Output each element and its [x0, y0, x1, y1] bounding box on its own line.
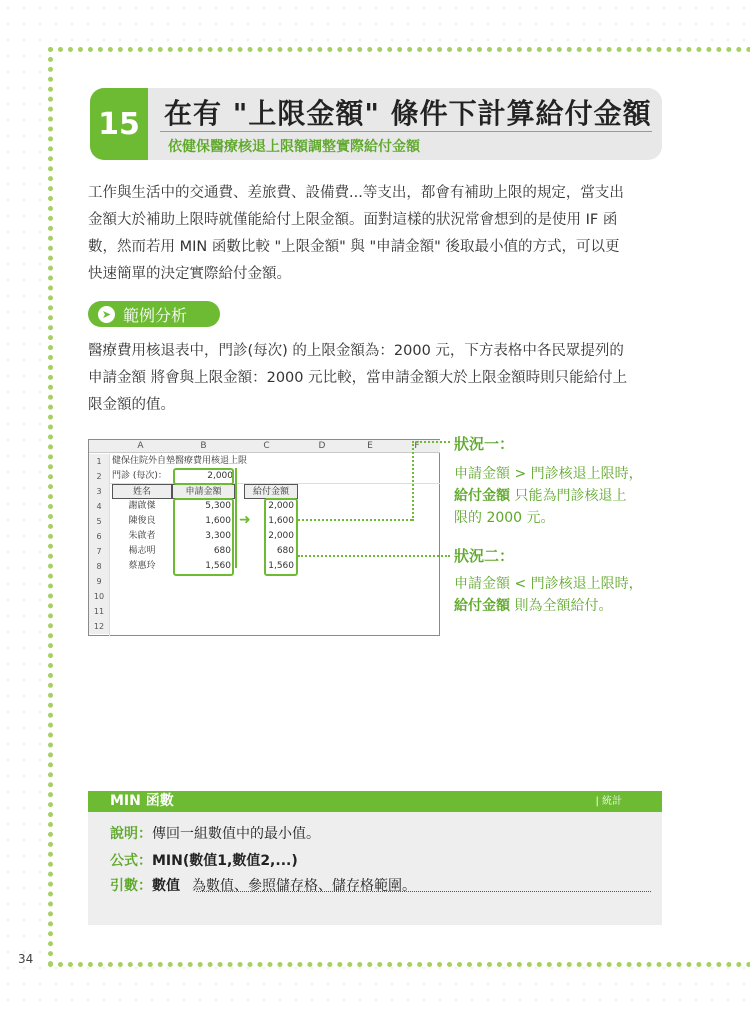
- row-header: 7: [89, 544, 109, 559]
- function-header: [88, 791, 662, 812]
- table-cell: 680: [213, 546, 231, 556]
- function-formula: [110, 850, 298, 870]
- cell-a2: 門診 (每次)：: [112, 471, 167, 481]
- column-header: F: [394, 440, 440, 453]
- row-header: 1: [89, 454, 109, 469]
- status1-rest: 只能為門診核退上: [510, 488, 627, 504]
- connector-line: [235, 468, 237, 568]
- table-cell: 680: [276, 546, 294, 556]
- table-cell: 蔡惠玲: [128, 561, 156, 571]
- status2-title: 狀況二：: [454, 547, 515, 565]
- argument-name: 數值: [152, 878, 180, 894]
- table-cell: 朱啟者: [128, 531, 156, 541]
- spreadsheet-figure: [88, 439, 440, 636]
- row-header: 10: [89, 589, 109, 604]
- table-cell: 2,000: [268, 531, 294, 541]
- cell-a1: 健保住院外自墊醫療費用核退上限: [112, 456, 248, 466]
- intro-line: 數，然而若用 MIN 函數比較 "上限金額" 與 "申請金額" 後取最小值的方式，可以更: [88, 239, 620, 255]
- table-cell: 2,000: [268, 501, 294, 511]
- analysis-line: 醫療費用核退表中，門診(每次) 的上限金額為：2000 元，下方表格中各民眾提列的: [88, 343, 624, 359]
- table-cell: 5,300: [205, 501, 231, 511]
- limit-highlight: [173, 468, 234, 485]
- function-argument: [110, 875, 416, 895]
- table-cell: 1,600: [205, 516, 231, 526]
- cell-b2: 2,000: [207, 471, 233, 481]
- status2-line: [454, 595, 664, 617]
- analysis-line: 申請金額 將會與上限金額：2000 元比較，當申請金額大於上限金額時則只能給付上: [88, 370, 628, 386]
- status2-text: [454, 573, 664, 617]
- column-header: B: [172, 440, 235, 453]
- analysis-line: 限金額的值。: [88, 397, 175, 413]
- column-header: A: [109, 440, 172, 453]
- payout-highlight: [264, 498, 298, 576]
- table-header-cell: 給付金額: [244, 484, 298, 499]
- status1-line: 申請金額 > 門診核退上限時，: [454, 466, 643, 482]
- callout-line: [412, 441, 414, 521]
- column-header: E: [346, 440, 394, 453]
- row-header: 4: [89, 499, 109, 514]
- row-header: 12: [89, 619, 109, 634]
- corner-cell: [89, 440, 109, 453]
- description-label: 說明：: [110, 826, 152, 842]
- row-header: 3: [89, 484, 109, 499]
- grid-line: [109, 454, 110, 636]
- table-cell: 1,600: [268, 516, 294, 526]
- function-name: MIN 函數: [110, 793, 174, 809]
- table-cell: 謝啟傑: [128, 501, 156, 511]
- page-title: 在有 "上限金額" 條件下計算給付金額: [164, 97, 652, 130]
- row-header: 6: [89, 529, 109, 544]
- row-header: 8: [89, 559, 109, 574]
- page-number: 34: [18, 952, 34, 966]
- table-header-cell: 申請金額: [172, 484, 235, 499]
- row-header: 11: [89, 604, 109, 619]
- callout-line: [298, 519, 412, 521]
- intro-paragraph: [88, 180, 663, 288]
- section-tag: [88, 301, 220, 327]
- page-subtitle: 依健保醫療核退上限額調整實際給付金額: [168, 139, 420, 155]
- table-header-cell: 姓名: [112, 484, 172, 499]
- callout-line: [412, 441, 450, 443]
- function-category: | 統計: [595, 796, 622, 807]
- argument-description: 為數值、參照儲存格、儲存格範圍。: [192, 878, 416, 894]
- table-cell: 3,300: [205, 531, 231, 541]
- column-header: C: [235, 440, 298, 453]
- title-divider: [160, 131, 652, 132]
- intro-line: 工作與生活中的交通費、差旅費、設備費...等支出，都會有補助上限的規定，當支出: [88, 185, 624, 201]
- table-cell: 陳俊良: [128, 516, 156, 526]
- status1-line: 限的 2000 元。: [454, 510, 555, 526]
- analysis-paragraph: [88, 338, 663, 419]
- row-header: 9: [89, 574, 109, 589]
- arrow-right-icon: ➤: [98, 306, 115, 323]
- callout-line: [298, 555, 450, 557]
- request-highlight: [173, 498, 234, 576]
- row-header: 5: [89, 514, 109, 529]
- formula-label: 公式：: [110, 853, 152, 869]
- table-cell: 楊志明: [128, 546, 156, 556]
- status1-line: [454, 485, 664, 507]
- function-description: [110, 823, 320, 843]
- row-header: 2: [89, 469, 109, 484]
- status1-title: 狀況一：: [454, 435, 515, 453]
- arrow-right-icon: ➜: [239, 512, 251, 528]
- argument-label: 引數：: [110, 878, 152, 894]
- table-cell: 1,560: [205, 561, 231, 571]
- intro-line: 金額大於補助上限時就僅能給付上限金額。面對這樣的狀況常會想到的是使用 IF 函: [88, 212, 618, 228]
- status1-text: [454, 463, 664, 529]
- status2-rest: 則為全額給付。: [510, 598, 613, 614]
- table-cell: 1,560: [268, 561, 294, 571]
- section-label: 範例分析: [123, 305, 188, 325]
- status2-bold: 給付金額: [454, 598, 510, 614]
- intro-line: 快速簡單的決定實際給付金額。: [88, 266, 291, 282]
- status2-line: 申請金額 < 門診核退上限時，: [454, 576, 643, 592]
- description-text: 傳回一組數值中的最小值。: [152, 826, 320, 842]
- formula-text: MIN(數值1,數值2,...): [152, 853, 298, 869]
- column-header: D: [298, 440, 346, 453]
- status1-bold: 給付金額: [454, 488, 510, 504]
- argument-underline: [196, 891, 651, 892]
- chapter-number: 15: [90, 88, 148, 160]
